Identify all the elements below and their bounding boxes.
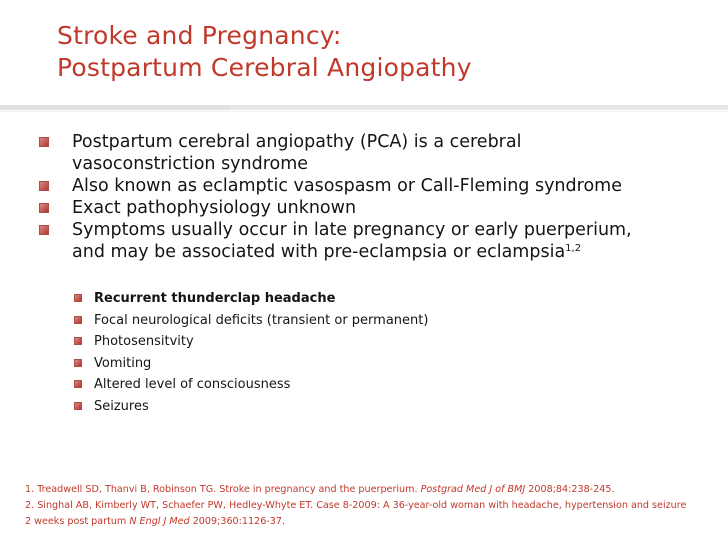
sub-bullet-text: Altered level of consciousness (94, 377, 291, 392)
square-bullet-icon (39, 137, 49, 147)
reference-text: 2009;360:1126-37. (189, 516, 286, 527)
sub-bullet-text: Focal neurological deficits (transient or permanent) (94, 312, 429, 328)
bullet-also-known-as (0, 175, 728, 197)
divider-segment-right (230, 105, 728, 110)
reference-1 (25, 482, 725, 498)
square-bullet-icon (74, 359, 82, 367)
square-bullet-icon (39, 181, 49, 191)
sub-bullet-text: Vomiting (94, 355, 152, 371)
square-bullet-icon (74, 316, 82, 324)
sub-bullet-item (0, 331, 728, 353)
divider-segment-left (0, 105, 230, 110)
sub-bullet-item (0, 374, 728, 396)
square-bullet-icon (74, 337, 82, 345)
bullet-pca-definition (0, 131, 728, 175)
bullet-line: Exact pathophysiology unknown (72, 198, 357, 218)
references (25, 482, 725, 530)
square-bullet-icon (39, 225, 49, 235)
bullet-pathophysiology (0, 197, 728, 219)
bullet-line: Symptoms usually occur in late pregnancy or early puerperium, (72, 220, 632, 240)
sub-bullet-text: Photosensitvity (94, 334, 194, 349)
sub-bullet-text: Seizures (94, 398, 149, 414)
square-bullet-icon (74, 380, 82, 388)
sub-bullet-item (0, 396, 728, 418)
reference-journal: Postgrad Med J of BMJ (420, 484, 526, 495)
bullet-symptoms (0, 219, 728, 263)
bullet-line: Also known as eclamptic vasospasm or Call-Fleming syndrome (72, 176, 622, 196)
bullet-line: vasoconstriction syndrome (72, 154, 309, 174)
sub-bullet-text: Recurrent thunderclap headache (94, 291, 336, 306)
symptom-sub-list (0, 288, 728, 417)
reference-text: 2 weeks post partum (25, 516, 130, 527)
reference-2-line-1: 2. Singhal AB, Kimberly WT, Schaefer PW, Hedley-Whyte ET. Case 8-2009: A 36-year-old woman with headache, hypertension and seizure (25, 500, 687, 511)
bullet-line-text: and may be associated with pre-eclampsia or eclampsia (72, 242, 566, 262)
citation-superscript: 1,2 (565, 243, 582, 254)
reference-text: 1. Treadwell SD, Thanvi B, Robinson TG. Stroke in pregnancy and the puerperium. (25, 484, 421, 495)
reference-2-line-2 (25, 514, 725, 530)
title-line-1: Stroke and Pregnancy: (57, 21, 342, 50)
reference-text: 2008;84:238-245. (525, 484, 615, 495)
bullet-line: Postpartum cerebral angiopathy (PCA) is a cerebral (72, 132, 522, 152)
reference-journal: N Engl J Med (129, 516, 190, 527)
slide-title (57, 20, 472, 84)
square-bullet-icon (74, 402, 82, 410)
title-divider (0, 105, 728, 111)
sub-bullet-item (0, 310, 728, 332)
main-bullet-list (0, 131, 728, 263)
divider-line (0, 111, 728, 112)
square-bullet-icon (39, 203, 49, 213)
sub-bullet-item (0, 288, 728, 310)
title-line-2: Postpartum Cerebral Angiopathy (57, 53, 472, 82)
square-bullet-icon (74, 294, 82, 302)
bullet-line (72, 241, 728, 263)
sub-bullet-item (0, 353, 728, 375)
